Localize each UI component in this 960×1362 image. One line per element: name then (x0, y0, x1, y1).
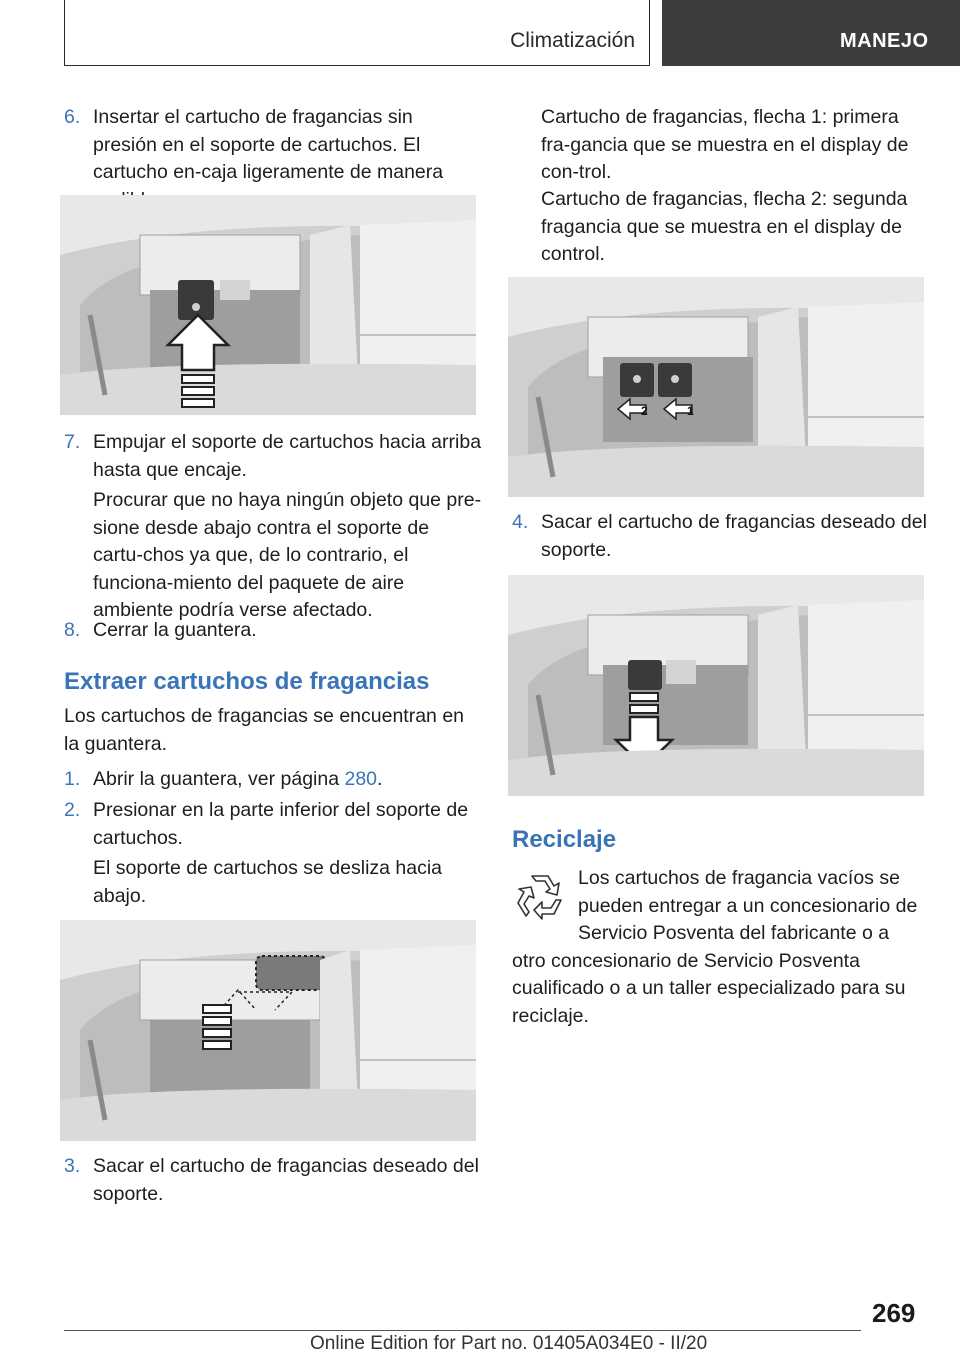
arrow-2-label: 2 (641, 404, 648, 418)
heading-remove-cartridges: Extraer cartuchos de fragancias (64, 668, 430, 695)
step-7-note: Procurar que no haya ningún objeto que pre-sione desde abajo contra el soporte de cartu-chos ya que, de lo contrario, el funciona-miento del paquete de aire ambiente podría verse afectado. (93, 489, 482, 621)
step-text: Sacar el cartucho de fragancias deseado del soporte. (541, 511, 927, 561)
footer-divider (64, 1330, 861, 1331)
step-text: Presionar en la parte inferior del soporte de cartuchos. (93, 799, 469, 849)
step-2-note: El soporte de cartuchos se desliza hacia abajo. (93, 857, 443, 907)
figure-holder-slides (60, 920, 476, 1141)
arrow-1-description: Cartucho de fragancias, flecha 1: primera fra-gancia que se muestra en el display de con-trol. (541, 106, 909, 183)
recycle-icon-spacer (512, 865, 578, 947)
step-text: Sacar el cartucho de fragancias deseado del soporte. (93, 1155, 479, 1205)
header-section-box (64, 0, 650, 66)
step-text: Cerrar la guantera. (93, 619, 257, 641)
figure-insert-cartridge (60, 195, 476, 415)
step-number: 3. (64, 1155, 81, 1177)
heading-recycling: Reciclaje (512, 826, 617, 853)
figure-two-cartridges (508, 277, 924, 497)
step-8 (64, 617, 482, 645)
footer-edition: Online Edition for Part no. 01405A034E0 - II/20 (310, 1333, 708, 1354)
header-chapter-tab (662, 0, 960, 66)
page-number: 269 (872, 1298, 916, 1328)
step-number: 6. (64, 106, 81, 128)
arrow-2-description: Cartucho de fragancias, flecha 2: segunda fragancia que se muestra en el display de control. (541, 188, 908, 265)
step-text: Empujar el soporte de cartuchos hacia arriba hasta que encaje. (93, 431, 482, 481)
step-1 (64, 766, 482, 794)
step-number: 2. (64, 799, 81, 821)
step-2 (64, 797, 482, 852)
header-chapter-title: MANEJO (840, 30, 929, 52)
recycling-paragraph: Los cartuchos de fragancia vacíos se pueden entregar a un concesionario de Servicio Posventa del fabricante o a otro concesionario de Servicio Posventa cualificado o a un taller especializado para su reciclaje. (512, 867, 918, 1027)
step-number: 1. (64, 768, 81, 790)
step-text-end: . (377, 768, 383, 790)
recycling-text (512, 865, 927, 1030)
step-4 (512, 509, 927, 564)
step-number: 4. (512, 511, 529, 533)
step-3 (64, 1153, 482, 1208)
header-section-title: Climatización (510, 29, 635, 52)
page-reference-link[interactable]: 280 (344, 768, 378, 790)
step-number: 8. (64, 619, 81, 641)
step-text: Insertar el cartucho de fragancias sin presión en el soporte de cartuchos. El cartucho en-caja ligeramente de manera (93, 106, 444, 183)
step-7 (64, 429, 482, 484)
step-text: Abrir la guantera, ver página (93, 768, 345, 790)
arrow-1-label: 1 (687, 404, 694, 418)
figure-remove-cartridge (508, 575, 924, 796)
step-number: 7. (64, 431, 81, 453)
intro-text: Los cartuchos de fragancias se encuentran en la guantera. (64, 705, 465, 755)
